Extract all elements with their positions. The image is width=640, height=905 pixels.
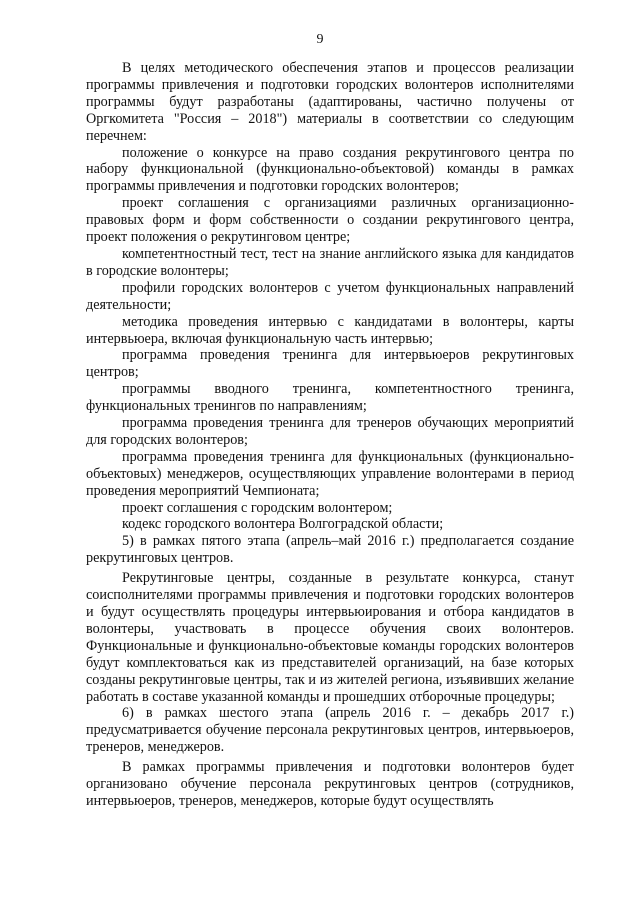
list-item: проект соглашения с городским волонтером; xyxy=(122,499,393,516)
paragraph-training: В рамках программы привлечения и подготовки волонтеров будет организовано обучение персонала рекрутинговых центров (сотрудников, интервьюеров, тренеров, менеджеров, которые будут осуществлять xyxy=(86,759,574,809)
list-item: программа проведения тренинга для интервьюеров рекрутинговых центров; xyxy=(86,347,574,381)
list-item: профили городских волонтеров с учетом функциональных направлений деятельности; xyxy=(86,279,574,313)
paragraph-intro: В целях методического обеспечения этапов и процессов реализации программы привлечения и подготовки городских волонтеров исполнителями программы будут разработаны (адаптированы, частично получены от Оргкомитета "Россия – 2018") материалы в соответствии со следующим перечнем: xyxy=(86,60,574,144)
paragraph-stage-6: 6) в рамках шестого этапа (апрель 2016 г. – декабрь 2017 г.) предусматривается обучение персонала рекрутинговых центров, интервьюеров, тренеров, менеджеров. xyxy=(86,705,574,756)
list-item: проект соглашения с организациями различных организационно-правовых форм и форм собственности о создании рекрутингового центра, проект положения о рекрутинговом центре; xyxy=(86,195,574,246)
page-number: 9 xyxy=(316,32,324,47)
paragraph-recruiting-centers: Рекрутинговые центры, созданные в результате конкурса, станут соисполнителями программы привлечения и подготовки городских волонтеров и будут осуществлять процедуры интервьюирования и отбора кандидатов в волонтеры, участвовать в процессе обучения своих волонтеров. Функциональные и функционально-объектовые команды городских волонтеров будут комплектоваться как из представителей организаций, на базе которых созданы рекрутинговые центры, так и из жителей региона, изъявивших желание работать в составе указанной команды и прошедших отборочные процедуры; xyxy=(86,570,574,705)
list-item: методика проведения интервью с кандидатами в волонтеры, карты интервьюера, включая функциональную часть интервью; xyxy=(86,313,574,347)
list-item: компетентностный тест, тест на знание английского языка для кандидатов в городские волонтеры; xyxy=(86,245,574,279)
list-item: положение о конкурсе на право создания рекрутингового центра по набору функциональной (функционально-объектовой) команды в рамках программы привлечения и подготовки городских волонтеров; xyxy=(86,144,574,195)
list-item: программы вводного тренинга, компетентностного тренинга, функциональных тренингов по направлениям; xyxy=(86,381,574,415)
document-body xyxy=(86,60,574,810)
paragraph-stage-5: 5) в рамках пятого этапа (апрель–май 2016 г.) предполагается создание рекрутинговых центров. xyxy=(86,533,574,567)
list-item: кодекс городского волонтера Волгоградской области; xyxy=(122,516,444,533)
list-item: программа проведения тренинга для тренеров обучающих мероприятий для городских волонтеров; xyxy=(86,415,574,448)
list-item: программа проведения тренинга для функциональных (функционально-объектовых) менеджеров, осуществляющих управление волонтерами в период проведения мероприятий Чемпионата; xyxy=(86,448,574,499)
